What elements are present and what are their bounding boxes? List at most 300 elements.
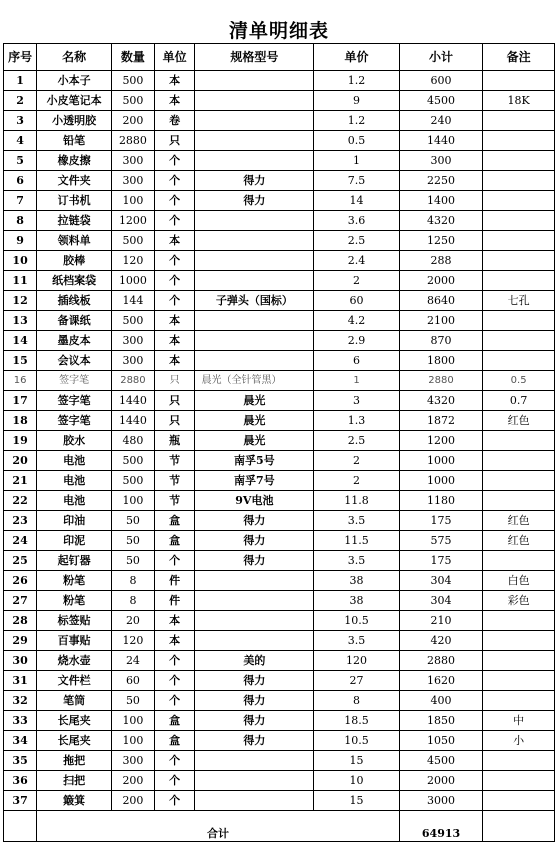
cell-spec[interactable]: 得力 [195, 731, 314, 751]
cell-note[interactable] [483, 791, 555, 811]
cell-price[interactable]: 2.9 [314, 331, 400, 351]
cell-name[interactable]: 标签贴 [37, 611, 112, 631]
cell-no[interactable]: 17 [4, 391, 37, 411]
total-value[interactable]: 64913 [399, 811, 482, 842]
col-header-no[interactable]: 序号 [4, 44, 37, 71]
cell-qty[interactable]: 500 [112, 91, 155, 111]
cell-price[interactable]: 2 [314, 471, 400, 491]
cell-spec[interactable]: 晨光 [195, 411, 314, 431]
cell-qty[interactable]: 200 [112, 771, 155, 791]
cell-price[interactable]: 2.5 [314, 431, 400, 451]
cell-subtotal[interactable]: 1000 [399, 471, 482, 491]
col-header-spec[interactable]: 规格型号 [195, 44, 314, 71]
cell-no[interactable]: 33 [4, 711, 37, 731]
cell-note[interactable] [483, 671, 555, 691]
cell-name[interactable]: 长尾夹 [37, 711, 112, 731]
cell-subtotal[interactable]: 240 [399, 111, 482, 131]
cell-qty[interactable]: 200 [112, 791, 155, 811]
cell-price[interactable]: 3.5 [314, 511, 400, 531]
cell-no[interactable]: 7 [4, 191, 37, 211]
cell-qty[interactable]: 1440 [112, 411, 155, 431]
cell-unit[interactable]: 本 [154, 311, 195, 331]
cell-spec[interactable] [195, 591, 314, 611]
cell-unit[interactable]: 本 [154, 91, 195, 111]
cell-price[interactable]: 7.5 [314, 171, 400, 191]
cell-unit[interactable]: 只 [154, 391, 195, 411]
cell-price[interactable]: 11.5 [314, 531, 400, 551]
cell-unit[interactable]: 瓶 [154, 431, 195, 451]
col-header-price[interactable]: 单价 [314, 44, 400, 71]
cell-subtotal[interactable]: 175 [399, 511, 482, 531]
cell-no[interactable]: 37 [4, 791, 37, 811]
cell-subtotal[interactable]: 2880 [399, 371, 482, 391]
cell-name[interactable]: 纸档案袋 [37, 271, 112, 291]
cell-spec[interactable]: 晨光 [195, 391, 314, 411]
cell-note[interactable] [483, 271, 555, 291]
cell-note[interactable]: 0.5 [483, 371, 555, 391]
cell-note[interactable] [483, 651, 555, 671]
cell-no[interactable]: 22 [4, 491, 37, 511]
cell-spec[interactable]: 子弹头（国标） [195, 291, 314, 311]
cell-qty[interactable]: 500 [112, 311, 155, 331]
cell-qty[interactable]: 1200 [112, 211, 155, 231]
cell-qty[interactable]: 120 [112, 631, 155, 651]
cell-subtotal[interactable]: 1620 [399, 671, 482, 691]
cell-unit[interactable]: 本 [154, 331, 195, 351]
cell-price[interactable]: 15 [314, 751, 400, 771]
cell-spec[interactable] [195, 611, 314, 631]
cell-no[interactable]: 9 [4, 231, 37, 251]
cell-subtotal[interactable]: 175 [399, 551, 482, 571]
cell-spec[interactable] [195, 771, 314, 791]
cell-unit[interactable]: 个 [154, 211, 195, 231]
cell-qty[interactable]: 60 [112, 671, 155, 691]
cell-spec[interactable]: 晨光 [195, 431, 314, 451]
cell-price[interactable]: 8 [314, 691, 400, 711]
cell-price[interactable]: 1.3 [314, 411, 400, 431]
cell-name[interactable]: 电池 [37, 491, 112, 511]
cell-name[interactable]: 插线板 [37, 291, 112, 311]
cell-subtotal[interactable]: 1400 [399, 191, 482, 211]
cell-subtotal[interactable]: 2000 [399, 771, 482, 791]
cell-subtotal[interactable]: 2000 [399, 271, 482, 291]
cell-no[interactable]: 1 [4, 71, 37, 91]
cell-spec[interactable]: 得力 [195, 691, 314, 711]
cell-name[interactable]: 烧水壶 [37, 651, 112, 671]
cell-price[interactable]: 3 [314, 391, 400, 411]
cell-unit[interactable]: 盒 [154, 731, 195, 751]
cell-subtotal[interactable]: 288 [399, 251, 482, 271]
cell-no[interactable]: 30 [4, 651, 37, 671]
cell-price[interactable]: 1 [314, 371, 400, 391]
cell-no[interactable]: 15 [4, 351, 37, 371]
cell-unit[interactable]: 件 [154, 571, 195, 591]
cell-name[interactable]: 文件栏 [37, 671, 112, 691]
cell-qty[interactable]: 100 [112, 191, 155, 211]
cell-note[interactable] [483, 611, 555, 631]
cell-note[interactable] [483, 111, 555, 131]
cell-subtotal[interactable]: 400 [399, 691, 482, 711]
cell-spec[interactable] [195, 751, 314, 771]
cell-no[interactable]: 2 [4, 91, 37, 111]
cell-name[interactable]: 会议本 [37, 351, 112, 371]
cell-spec[interactable]: 晨光（全针管黑） [195, 371, 314, 391]
cell-spec[interactable] [195, 111, 314, 131]
cell-name[interactable]: 百事贴 [37, 631, 112, 651]
cell-price[interactable]: 2.4 [314, 251, 400, 271]
cell-name[interactable]: 备课纸 [37, 311, 112, 331]
cell-note[interactable]: 红色 [483, 511, 555, 531]
cell-price[interactable]: 3.5 [314, 551, 400, 571]
cell-price[interactable]: 10 [314, 771, 400, 791]
cell-note[interactable]: 小 [483, 731, 555, 751]
cell-note[interactable] [483, 251, 555, 271]
cell-subtotal[interactable]: 1872 [399, 411, 482, 431]
cell-note[interactable] [483, 131, 555, 151]
cell-unit[interactable]: 个 [154, 171, 195, 191]
cell-name[interactable]: 印泥 [37, 531, 112, 551]
cell-subtotal[interactable]: 1000 [399, 451, 482, 471]
cell-name[interactable]: 拖把 [37, 751, 112, 771]
cell-note[interactable] [483, 751, 555, 771]
cell-subtotal[interactable]: 8640 [399, 291, 482, 311]
cell-no[interactable]: 6 [4, 171, 37, 191]
cell-subtotal[interactable]: 420 [399, 631, 482, 651]
cell-subtotal[interactable]: 300 [399, 151, 482, 171]
cell-qty[interactable]: 100 [112, 731, 155, 751]
cell-qty[interactable]: 500 [112, 71, 155, 91]
cell-spec[interactable] [195, 211, 314, 231]
cell-spec[interactable] [195, 791, 314, 811]
col-header-qty[interactable]: 数量 [112, 44, 155, 71]
cell-no[interactable]: 32 [4, 691, 37, 711]
cell-price[interactable]: 2 [314, 271, 400, 291]
cell-spec[interactable]: 得力 [195, 531, 314, 551]
cell-note[interactable]: 白色 [483, 571, 555, 591]
cell-no[interactable]: 19 [4, 431, 37, 451]
cell-note[interactable] [483, 331, 555, 351]
cell-qty[interactable]: 500 [112, 471, 155, 491]
cell-spec[interactable]: 得力 [195, 191, 314, 211]
cell-no[interactable]: 11 [4, 271, 37, 291]
total-blank-no[interactable] [4, 811, 37, 842]
cell-no[interactable]: 20 [4, 451, 37, 471]
cell-no[interactable]: 13 [4, 311, 37, 331]
cell-qty[interactable]: 300 [112, 351, 155, 371]
cell-note[interactable] [483, 231, 555, 251]
cell-unit[interactable]: 个 [154, 251, 195, 271]
cell-name[interactable]: 簸箕 [37, 791, 112, 811]
cell-no[interactable]: 23 [4, 511, 37, 531]
cell-qty[interactable]: 100 [112, 711, 155, 731]
cell-subtotal[interactable]: 2100 [399, 311, 482, 331]
cell-price[interactable]: 10.5 [314, 611, 400, 631]
cell-price[interactable]: 27 [314, 671, 400, 691]
cell-unit[interactable]: 个 [154, 551, 195, 571]
cell-qty[interactable]: 300 [112, 151, 155, 171]
cell-subtotal[interactable]: 2250 [399, 171, 482, 191]
cell-spec[interactable]: 得力 [195, 511, 314, 531]
cell-qty[interactable]: 120 [112, 251, 155, 271]
cell-unit[interactable]: 只 [154, 131, 195, 151]
cell-spec[interactable] [195, 331, 314, 351]
cell-no[interactable]: 14 [4, 331, 37, 351]
cell-spec[interactable] [195, 351, 314, 371]
cell-subtotal[interactable]: 1440 [399, 131, 482, 151]
cell-qty[interactable]: 100 [112, 491, 155, 511]
cell-no[interactable]: 31 [4, 671, 37, 691]
cell-unit[interactable]: 个 [154, 791, 195, 811]
cell-price[interactable]: 60 [314, 291, 400, 311]
cell-unit[interactable]: 节 [154, 451, 195, 471]
cell-subtotal[interactable]: 4500 [399, 91, 482, 111]
cell-price[interactable]: 3.6 [314, 211, 400, 231]
cell-no[interactable]: 5 [4, 151, 37, 171]
cell-no[interactable]: 8 [4, 211, 37, 231]
cell-no[interactable]: 29 [4, 631, 37, 651]
cell-name[interactable]: 胶棒 [37, 251, 112, 271]
cell-name[interactable]: 胶水 [37, 431, 112, 451]
cell-qty[interactable]: 50 [112, 691, 155, 711]
col-header-note[interactable]: 备注 [483, 44, 555, 71]
cell-name[interactable]: 铅笔 [37, 131, 112, 151]
cell-note[interactable] [483, 351, 555, 371]
cell-name[interactable]: 领料单 [37, 231, 112, 251]
cell-note[interactable] [483, 691, 555, 711]
cell-price[interactable]: 1.2 [314, 71, 400, 91]
cell-subtotal[interactable]: 870 [399, 331, 482, 351]
cell-price[interactable]: 1.2 [314, 111, 400, 131]
cell-name[interactable]: 签字笔 [37, 411, 112, 431]
cell-no[interactable]: 4 [4, 131, 37, 151]
cell-spec[interactable]: 南孚5号 [195, 451, 314, 471]
cell-spec[interactable]: 得力 [195, 171, 314, 191]
cell-qty[interactable]: 50 [112, 511, 155, 531]
cell-subtotal[interactable]: 600 [399, 71, 482, 91]
cell-name[interactable]: 起钉器 [37, 551, 112, 571]
cell-name[interactable]: 小皮笔记本 [37, 91, 112, 111]
cell-no[interactable]: 26 [4, 571, 37, 591]
cell-spec[interactable] [195, 71, 314, 91]
cell-unit[interactable]: 盒 [154, 711, 195, 731]
cell-qty[interactable]: 24 [112, 651, 155, 671]
cell-qty[interactable]: 2880 [112, 371, 155, 391]
cell-no[interactable]: 24 [4, 531, 37, 551]
cell-name[interactable]: 印油 [37, 511, 112, 531]
cell-note[interactable] [483, 491, 555, 511]
cell-no[interactable]: 16 [4, 371, 37, 391]
cell-subtotal[interactable]: 1800 [399, 351, 482, 371]
cell-spec[interactable] [195, 311, 314, 331]
cell-note[interactable] [483, 171, 555, 191]
cell-price[interactable]: 11.8 [314, 491, 400, 511]
cell-spec[interactable]: 得力 [195, 551, 314, 571]
cell-qty[interactable]: 300 [112, 171, 155, 191]
cell-subtotal[interactable]: 304 [399, 571, 482, 591]
cell-note[interactable] [483, 431, 555, 451]
cell-price[interactable]: 6 [314, 351, 400, 371]
cell-note[interactable] [483, 771, 555, 791]
cell-spec[interactable]: 美的 [195, 651, 314, 671]
cell-name[interactable]: 拉链袋 [37, 211, 112, 231]
cell-subtotal[interactable]: 1850 [399, 711, 482, 731]
cell-note[interactable]: 彩色 [483, 591, 555, 611]
cell-no[interactable]: 36 [4, 771, 37, 791]
cell-subtotal[interactable]: 2880 [399, 651, 482, 671]
cell-unit[interactable]: 本 [154, 611, 195, 631]
cell-price[interactable]: 38 [314, 571, 400, 591]
cell-subtotal[interactable]: 4500 [399, 751, 482, 771]
cell-name[interactable]: 粉笔 [37, 571, 112, 591]
cell-name[interactable]: 订书机 [37, 191, 112, 211]
cell-no[interactable]: 21 [4, 471, 37, 491]
cell-name[interactable]: 电池 [37, 471, 112, 491]
cell-subtotal[interactable]: 4320 [399, 391, 482, 411]
cell-unit[interactable]: 本 [154, 71, 195, 91]
cell-no[interactable]: 12 [4, 291, 37, 311]
cell-name[interactable]: 签字笔 [37, 391, 112, 411]
cell-spec[interactable] [195, 251, 314, 271]
cell-unit[interactable]: 个 [154, 291, 195, 311]
cell-subtotal[interactable]: 1180 [399, 491, 482, 511]
cell-no[interactable]: 10 [4, 251, 37, 271]
cell-note[interactable]: 0.7 [483, 391, 555, 411]
cell-note[interactable]: 中 [483, 711, 555, 731]
cell-name[interactable]: 文件夹 [37, 171, 112, 191]
cell-qty[interactable]: 200 [112, 111, 155, 131]
cell-subtotal[interactable]: 210 [399, 611, 482, 631]
cell-price[interactable]: 3.5 [314, 631, 400, 651]
cell-note[interactable] [483, 211, 555, 231]
cell-qty[interactable]: 1000 [112, 271, 155, 291]
cell-spec[interactable]: 得力 [195, 711, 314, 731]
cell-unit[interactable]: 个 [154, 271, 195, 291]
col-header-subtotal[interactable]: 小计 [399, 44, 482, 71]
total-label[interactable]: 合计 [37, 811, 400, 842]
cell-name[interactable]: 墨皮本 [37, 331, 112, 351]
cell-spec[interactable] [195, 151, 314, 171]
cell-unit[interactable]: 个 [154, 771, 195, 791]
cell-name[interactable]: 签字笔 [37, 371, 112, 391]
cell-note[interactable] [483, 471, 555, 491]
cell-price[interactable]: 0.5 [314, 131, 400, 151]
cell-no[interactable]: 34 [4, 731, 37, 751]
cell-note[interactable] [483, 151, 555, 171]
cell-spec[interactable] [195, 231, 314, 251]
cell-note[interactable] [483, 451, 555, 471]
cell-price[interactable]: 18.5 [314, 711, 400, 731]
cell-name[interactable]: 长尾夹 [37, 731, 112, 751]
cell-qty[interactable]: 1440 [112, 391, 155, 411]
cell-note[interactable]: 红色 [483, 411, 555, 431]
cell-subtotal[interactable]: 4320 [399, 211, 482, 231]
cell-name[interactable]: 橡皮擦 [37, 151, 112, 171]
cell-unit[interactable]: 个 [154, 651, 195, 671]
cell-price[interactable]: 10.5 [314, 731, 400, 751]
cell-unit[interactable]: 卷 [154, 111, 195, 131]
cell-qty[interactable]: 480 [112, 431, 155, 451]
cell-price[interactable]: 2.5 [314, 231, 400, 251]
cell-spec[interactable] [195, 91, 314, 111]
cell-unit[interactable]: 件 [154, 591, 195, 611]
cell-qty[interactable]: 144 [112, 291, 155, 311]
cell-name[interactable]: 小本子 [37, 71, 112, 91]
cell-spec[interactable] [195, 631, 314, 651]
cell-subtotal[interactable]: 575 [399, 531, 482, 551]
cell-no[interactable]: 27 [4, 591, 37, 611]
cell-name[interactable]: 电池 [37, 451, 112, 471]
cell-no[interactable]: 3 [4, 111, 37, 131]
cell-unit[interactable]: 只 [154, 371, 195, 391]
cell-qty[interactable]: 50 [112, 551, 155, 571]
cell-no[interactable]: 35 [4, 751, 37, 771]
cell-spec[interactable]: 南孚7号 [195, 471, 314, 491]
cell-price[interactable]: 14 [314, 191, 400, 211]
col-header-unit[interactable]: 单位 [154, 44, 195, 71]
cell-unit[interactable]: 盒 [154, 511, 195, 531]
cell-unit[interactable]: 个 [154, 671, 195, 691]
cell-spec[interactable] [195, 131, 314, 151]
cell-note[interactable] [483, 631, 555, 651]
cell-price[interactable]: 38 [314, 591, 400, 611]
cell-name[interactable]: 笔筒 [37, 691, 112, 711]
cell-name[interactable]: 小透明胶 [37, 111, 112, 131]
cell-qty[interactable]: 2880 [112, 131, 155, 151]
cell-price[interactable]: 1 [314, 151, 400, 171]
cell-subtotal[interactable]: 3000 [399, 791, 482, 811]
cell-unit[interactable]: 节 [154, 471, 195, 491]
cell-unit[interactable]: 本 [154, 631, 195, 651]
cell-spec[interactable] [195, 271, 314, 291]
cell-subtotal[interactable]: 1050 [399, 731, 482, 751]
cell-subtotal[interactable]: 1250 [399, 231, 482, 251]
cell-price[interactable]: 4.2 [314, 311, 400, 331]
cell-subtotal[interactable]: 1200 [399, 431, 482, 451]
cell-qty[interactable]: 500 [112, 451, 155, 471]
cell-subtotal[interactable]: 304 [399, 591, 482, 611]
cell-unit[interactable]: 本 [154, 351, 195, 371]
cell-qty[interactable]: 8 [112, 591, 155, 611]
cell-unit[interactable]: 个 [154, 751, 195, 771]
cell-note[interactable] [483, 551, 555, 571]
cell-note[interactable]: 七孔 [483, 291, 555, 311]
cell-unit[interactable]: 个 [154, 191, 195, 211]
cell-no[interactable]: 28 [4, 611, 37, 631]
cell-price[interactable]: 15 [314, 791, 400, 811]
cell-unit[interactable]: 节 [154, 491, 195, 511]
cell-unit[interactable]: 本 [154, 231, 195, 251]
cell-unit[interactable]: 个 [154, 691, 195, 711]
cell-name[interactable]: 扫把 [37, 771, 112, 791]
col-header-name[interactable]: 名称 [37, 44, 112, 71]
cell-unit[interactable]: 只 [154, 411, 195, 431]
cell-qty[interactable]: 20 [112, 611, 155, 631]
cell-price[interactable]: 9 [314, 91, 400, 111]
cell-no[interactable]: 18 [4, 411, 37, 431]
cell-price[interactable]: 2 [314, 451, 400, 471]
cell-qty[interactable]: 50 [112, 531, 155, 551]
cell-note[interactable] [483, 71, 555, 91]
cell-unit[interactable]: 盒 [154, 531, 195, 551]
cell-unit[interactable]: 个 [154, 151, 195, 171]
cell-qty[interactable]: 300 [112, 751, 155, 771]
total-blank-note[interactable] [483, 811, 555, 842]
cell-spec[interactable]: 9V电池 [195, 491, 314, 511]
cell-note[interactable] [483, 311, 555, 331]
cell-qty[interactable]: 500 [112, 231, 155, 251]
cell-note[interactable]: 18K [483, 91, 555, 111]
cell-qty[interactable]: 300 [112, 331, 155, 351]
